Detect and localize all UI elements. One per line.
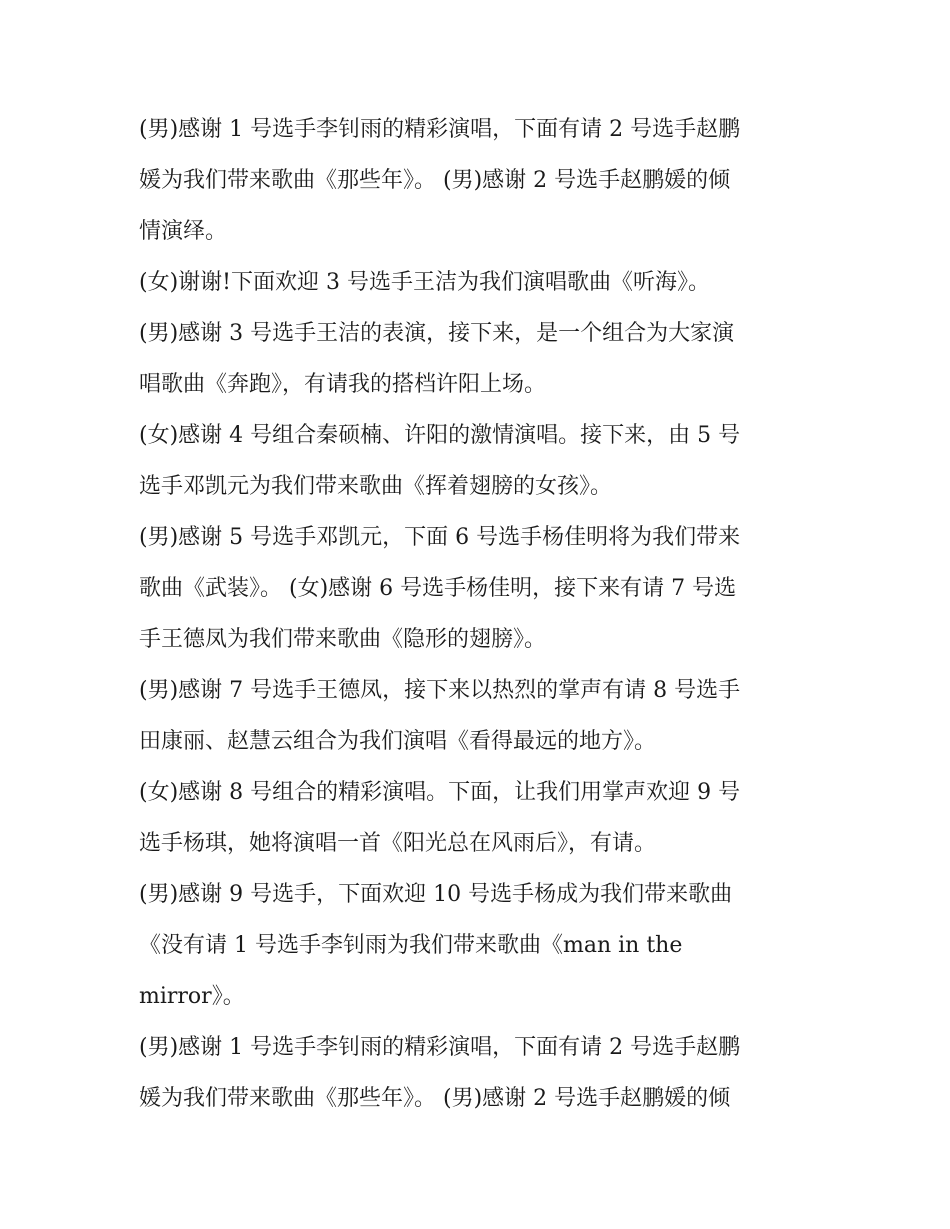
text-line: 情演绎。 bbox=[139, 219, 228, 244]
paragraph bbox=[139, 257, 819, 308]
text-line: 媛为我们带来歌曲《那些年》。 (男)感谢 2 号选手赵鹏媛的倾 bbox=[139, 1086, 731, 1111]
text-line: (男)感谢 1 号选手李钊雨的精彩演唱，下面有请 2 号选手赵鹏 bbox=[139, 1035, 741, 1060]
text-line: (男)感谢 3 号选手王洁的表演，接下来，是一个组合为大家演 bbox=[139, 321, 735, 346]
text-line: (男)感谢 9 号选手，下面欢迎 10 号选手杨成为我们带来歌曲 bbox=[139, 882, 733, 907]
text-line: 《没有请 1 号选手李钊雨为我们带来歌曲《man in the bbox=[139, 933, 683, 958]
paragraph bbox=[139, 665, 819, 767]
text-line: 手王德凤为我们带来歌曲《隐形的翅膀》。 bbox=[139, 627, 547, 652]
text-line: (女)谢谢!下面欢迎 3 号选手王洁为我们演唱歌曲《听海》。 bbox=[139, 270, 710, 295]
text-line: (男)感谢 1 号选手李钊雨的精彩演唱，下面有请 2 号选手赵鹏 bbox=[139, 117, 741, 142]
text-line: 田康丽、赵慧云组合为我们演唱《看得最远的地方》。 bbox=[139, 729, 657, 754]
text-line: 选手杨琪，她将演唱一首《阳光总在风雨后》，有请。 bbox=[139, 831, 657, 856]
text-line: (女)感谢 4 号组合秦硕楠、许阳的激情演唱。接下来，由 5 号 bbox=[139, 423, 741, 448]
text-line: (男)感谢 5 号选手邓凯元，下面 6 号选手杨佳明将为我们带来 bbox=[139, 525, 741, 550]
document-body bbox=[139, 104, 819, 1124]
text-line: 唱歌曲《奔跑》，有请我的搭档许阳上场。 bbox=[139, 372, 547, 397]
text-line: mirror》。 bbox=[139, 984, 245, 1009]
paragraph bbox=[139, 104, 819, 257]
text-line: 选手邓凯元为我们带来歌曲《挥着翅膀的女孩》。 bbox=[139, 474, 613, 499]
paragraph bbox=[139, 512, 819, 665]
paragraph bbox=[139, 308, 819, 410]
text-line: 媛为我们带来歌曲《那些年》。 (男)感谢 2 号选手赵鹏媛的倾 bbox=[139, 168, 731, 193]
paragraph bbox=[139, 1022, 819, 1124]
text-line: (男)感谢 7 号选手王德凤，接下来以热烈的掌声有请 8 号选手 bbox=[139, 678, 741, 703]
paragraph bbox=[139, 869, 819, 1022]
paragraph bbox=[139, 410, 819, 512]
paragraph bbox=[139, 767, 819, 869]
text-line: 歌曲《武装》。 (女)感谢 6 号选手杨佳明，接下来有请 7 号选 bbox=[139, 576, 737, 601]
text-line: (女)感谢 8 号组合的精彩演唱。下面，让我们用掌声欢迎 9 号 bbox=[139, 780, 741, 805]
